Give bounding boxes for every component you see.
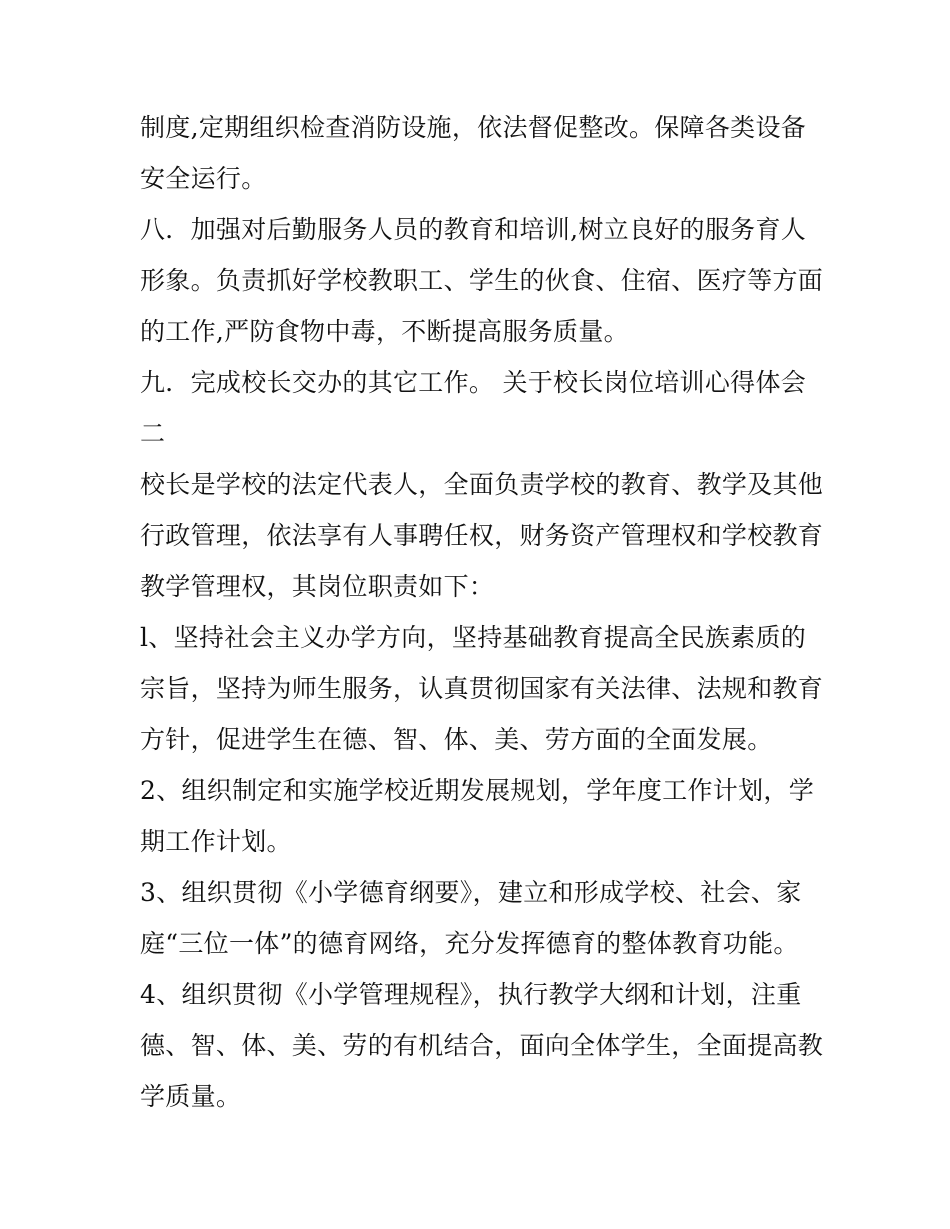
text-line: 庭“三位一体”的德育网络，充分发挥德育的整体教育功能。 xyxy=(140,929,799,958)
paragraph-item-8 xyxy=(140,204,824,357)
paragraph-item-9 xyxy=(140,357,820,459)
paragraph-duty-1 xyxy=(140,612,824,765)
paragraph-duty-4 xyxy=(140,969,824,1122)
text-line: 宗旨，坚持为师生服务，认真贯彻国家有关法律、法规和教育 xyxy=(140,674,824,703)
text-line: 二 xyxy=(140,419,166,448)
text-line: 制度,定期组织检查消防设施，依法督促整改。保障各类设备 xyxy=(140,113,807,142)
text-line: l、坚持社会主义办学方向，坚持基础教育提高全民族素质的 xyxy=(140,623,807,652)
text-line: 德、智、体、美、劳的有机结合，面向全体学生，全面提高教 xyxy=(140,1031,824,1060)
document-body xyxy=(140,102,824,1122)
text-line: 方针，促进学生在德、智、体、美、劳方面的全面发展。 xyxy=(140,725,773,754)
paragraph-safety-equipment xyxy=(140,102,820,204)
text-line: 行政管理，依法享有人事聘任权，财务资产管理权和学校教育 xyxy=(140,521,824,550)
paragraph-duty-2 xyxy=(140,765,820,867)
text-line: 期工作计划。 xyxy=(140,827,292,856)
text-line: 教学管理权，其岗位职责如下： xyxy=(140,572,495,601)
text-line: 校长是学校的法定代表人，全面负责学校的教育、教学及其他 xyxy=(140,470,824,499)
text-line: 安全运行。 xyxy=(140,164,267,193)
text-line: 3、组织贯彻《小学德育纲要》，建立和形成学校、社会、家 xyxy=(140,878,802,907)
paragraph-duty-3 xyxy=(140,867,820,969)
text-line: 4、组织贯彻《小学管理规程》，执行教学大纲和计划，注重 xyxy=(140,980,802,1009)
text-line: 九．完成校长交办的其它工作。 关于校长岗位培训心得体会 xyxy=(140,368,807,397)
text-line: 学质量。 xyxy=(140,1082,242,1111)
text-line: 形象。负责抓好学校教职工、学生的伙食、住宿、医疗等方面 xyxy=(140,266,824,295)
paragraph-principal-intro xyxy=(140,459,824,612)
text-line: 八．加强对后勤服务人员的教育和培训,树立良好的服务育人 xyxy=(140,215,807,244)
text-line: 的工作,严防食物中毒，不断提高服务质量。 xyxy=(140,317,629,346)
text-line: 2、组织制定和实施学校近期发展规划，学年度工作计划，学 xyxy=(140,776,815,805)
